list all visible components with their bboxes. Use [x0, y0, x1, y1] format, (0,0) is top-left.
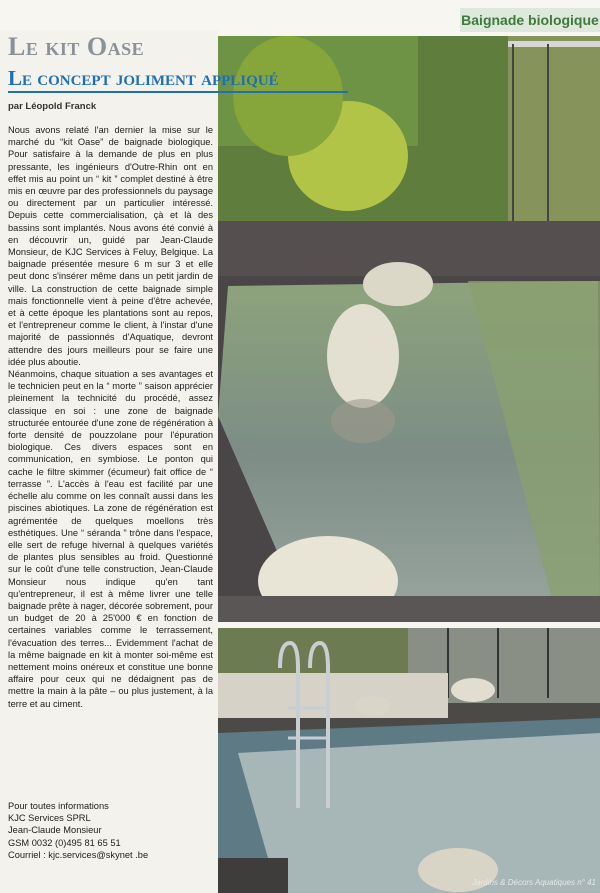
contact-email: Courriel : kjc.services@skynet .be — [8, 849, 149, 860]
pool-ladder-photo — [218, 628, 600, 893]
article-body — [8, 124, 213, 710]
contact-person: Jean-Claude Monsieur — [8, 825, 102, 836]
article-subtitle: Le concept joliment appliqué — [8, 66, 279, 90]
author-byline: par Léopold Franck — [8, 101, 97, 112]
contact-gsm: GSM 0032 (0)495 81 65 51 — [8, 837, 121, 848]
paragraph-2: Néanmoins, chaque situation a ses avantages et le technicien peut en la “ morte ” saison apprécier pleinement la technicité du procédé, assez classique en soi : une zone de baignade structurée entourée d'une zone de régénération à forte densité de pouzzolane pour l'épuration biologique. Ces divers espaces sont en communication, en symbiose. Le ponton qui cache le filtre skimmer (écumeur) fait office de “ terrasse ”. L'accès à l'eau est facilité par une échelle alu comme on les connaît aussi dans les piscines abiotiques. La zone de régénération est agrémentée de quelques moellons très esthétiques. Une “ séranda ” trône dans l'espace, elle sert de refuge hivernal à quelques variétés de plantes plus sensibles au froid. Questionné sur le coût d'une telle construction, Jean-Claude Monsieur nous indique qu'en tant qu'entrepreneur, il est à même livrer une telle baignade prête à nager, décorée sobrement, pour un budget de 20 à 25'000 € en fonction de certaines variables comme le terrassement, l'évacuation des terres... Evidemment l'achat de la même baignade en kit à monter soi-même est nettement moins onéreux et constitue une bonne affaire pour ceux qui ne dédaignent pas de mettre la main à la pâte – ou plus justement, à la terre et au ciment. — [8, 369, 213, 709]
contact-heading: Pour toutes informations — [8, 801, 109, 811]
garden-pond-photo — [218, 36, 600, 622]
contact-company: KJC Services SPRL — [8, 813, 91, 824]
article-title: Le kit Oase — [8, 32, 145, 61]
paragraph-1: Nous avons relaté l'an dernier la mise sur le marché du “kit Oase” de baignade biologique. Pour satisfaire à la demande de plus en plus pressante, les ingénieurs d'Outre-Rhin ont en effet mis au point un “ kit ” complet destiné à être mis en œuvre par des professionnels du paysage ou directement par un particulier intéressé. Depuis cette commercialisation, çà et là des bassins sont implantés. Nous avons été convié à en découvrir un, guidé par Jean-Claude Monsieur, de KJC Services à Feluy, Belgique. La baignade présentée mesure 6 m sur 3 et elle peut donc s'insérer même dans un petit jardin de ville. La construction de cette baignade simple mais fonctionnelle vient à peine d'être achevée, et à cette époque les plantations sont au repos, et l'entrepreneur comme le client, à l'instar d'une majorité de passionnés d'Aquatique, devront attendre des jours meilleurs pour se faire une idée plus aboutie. — [8, 125, 213, 367]
contact-block — [8, 800, 213, 861]
section-tab: Baignade biologique — [460, 8, 600, 32]
page-footer: Jardins & Décors Aquatiques n° 41 — [472, 878, 596, 887]
title-underline — [8, 91, 348, 93]
